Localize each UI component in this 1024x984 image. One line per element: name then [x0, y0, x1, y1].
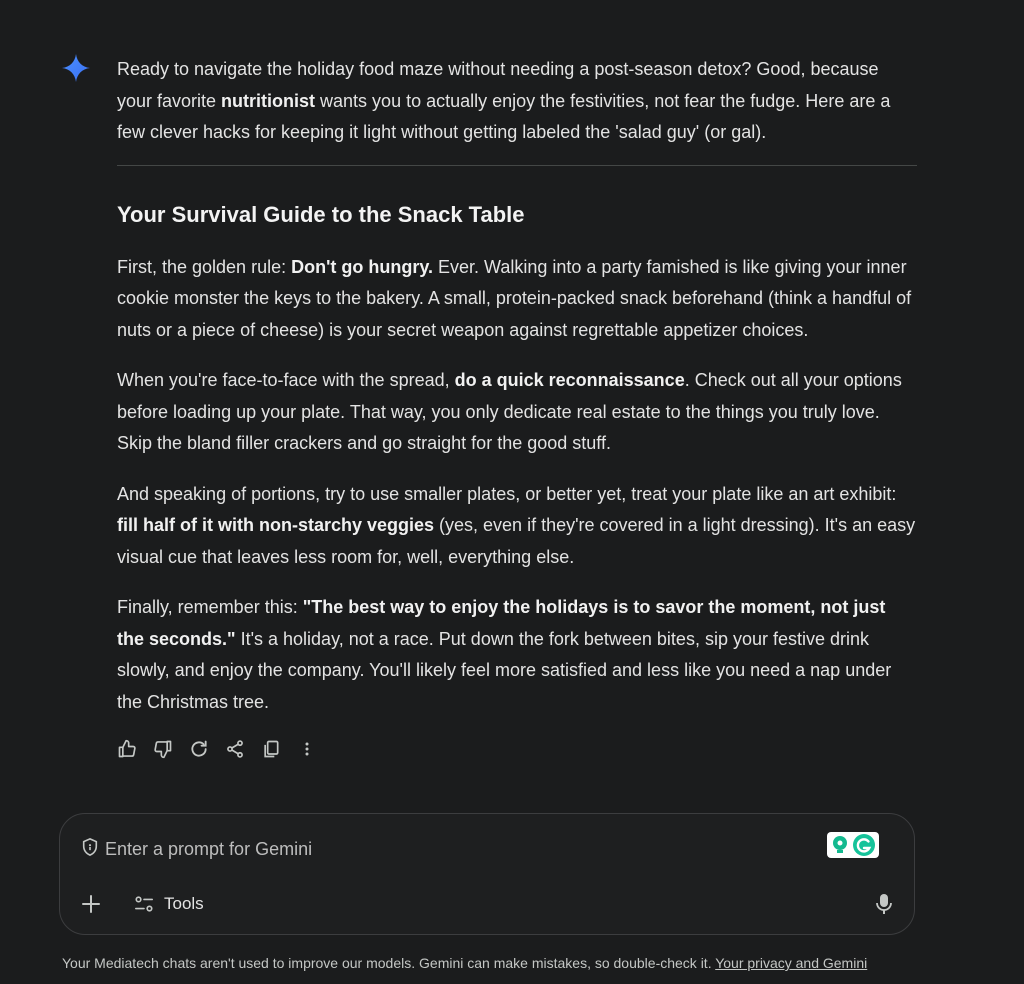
response-paragraph-3: And speaking of portions, try to use smaller plates, or better yet, treat your plate like an art exhibit: fill half of it with non-starchy veggies (yes, even if they're covered in a light dressing). It's an easy visual cue that leaves less room for, well, everything else.: [117, 483, 916, 567]
copy-icon: [261, 739, 281, 759]
model-response: [117, 54, 917, 737]
share-icon: [225, 739, 245, 759]
gemini-star-icon: [61, 53, 91, 83]
copy-button[interactable]: [260, 737, 282, 761]
response-intro: Ready to navigate the holiday food maze without needing a post-season detox? Good, because your favorite nutritionist wants you to actually enjoy the festivities, not fear the fudge. Here are a few clever hacks for keeping it light without getting labeled the 'salad guy' (or gal).: [117, 59, 891, 142]
tools-icon: [134, 894, 154, 914]
lightbulb-icon: [830, 834, 850, 856]
add-attachment-button[interactable]: [80, 893, 102, 915]
thumbs-down-button[interactable]: [152, 737, 174, 761]
shield-icon: [81, 837, 99, 857]
privacy-link[interactable]: Your privacy and Gemini: [715, 955, 868, 971]
grammarly-icon: [852, 833, 876, 857]
response-paragraph-1: First, the golden rule: Don't go hungry. Ever. Walking into a party famished is like giving your inner cookie monster the keys to the bakery. A small, protein-packed snack beforehand (think a handful of nuts or a piece of cheese) is your secret weapon against regrettable appetizer choices.: [117, 256, 912, 340]
more-vert-icon: [297, 739, 317, 759]
response-paragraph-2: When you're face-to-face with the spread, do a quick reconnaissance. Check out all your options before loading up your plate. That way, you only dedicate real estate to the things you truly love. Skip the bland filler crackers and go straight for the good stuff.: [117, 370, 902, 453]
more-options-button[interactable]: [296, 737, 318, 761]
regenerate-icon: [189, 739, 209, 759]
response-divider: [117, 165, 917, 166]
prompt-input[interactable]: [103, 834, 807, 864]
thumbs-down-icon: [153, 739, 173, 759]
tools-button[interactable]: [134, 890, 204, 918]
response-paragraph-4: Finally, remember this: "The best way to enjoy the holidays is to savor the moment, not just the seconds." It's a holiday, not a race. Put down the fork between bites, sip your festive drink slowly, and enjoy the company. You'll likely feel more satisfied and less like you need a nap under the Christmas tree.: [117, 597, 892, 712]
response-heading: Your Survival Guide to the Snack Table: [117, 201, 525, 227]
share-button[interactable]: [224, 737, 246, 761]
thumbs-up-icon: [117, 739, 137, 759]
microphone-icon[interactable]: [874, 892, 894, 916]
prompt-container: [59, 813, 915, 935]
regenerate-button[interactable]: [188, 737, 210, 761]
tools-label: Tools: [164, 894, 204, 913]
extension-badge[interactable]: [827, 832, 879, 858]
footer-disclaimer: Your Mediatech chats aren't used to improve our models. Gemini can make mistakes, so double-check it. Your privacy and Gemini: [62, 955, 868, 971]
response-actions: [116, 737, 318, 761]
thumbs-up-button[interactable]: [116, 737, 138, 761]
